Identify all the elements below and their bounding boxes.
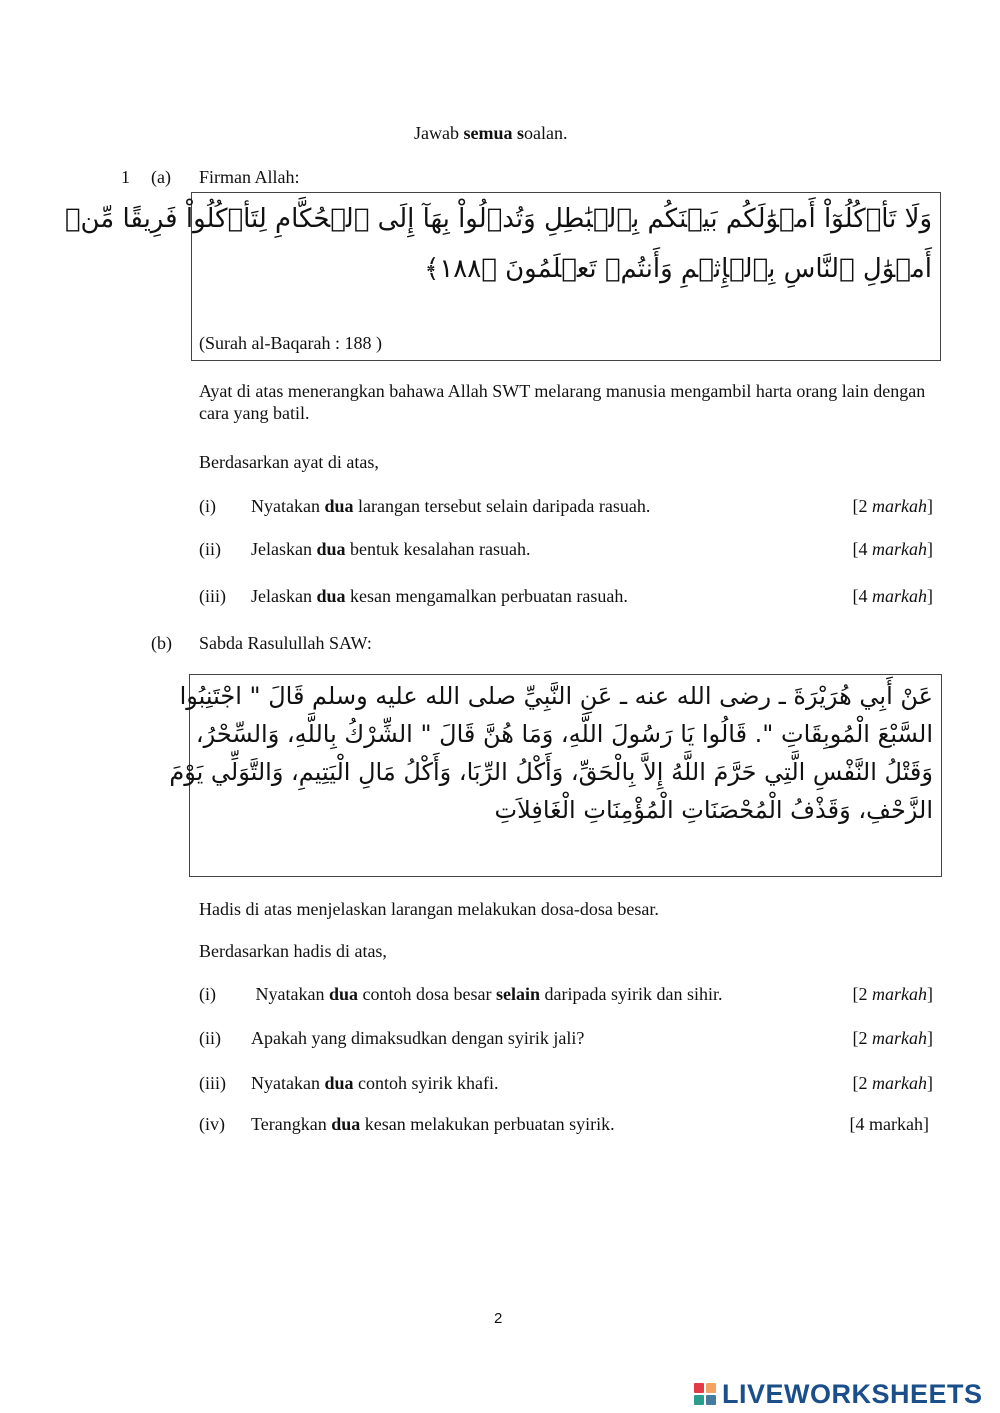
question-text: Jelaskan dua kesan mengamalkan perbuatan rasuah. xyxy=(251,586,628,606)
question-a-ii xyxy=(199,538,933,560)
question-number-label: (i) xyxy=(199,496,216,516)
question-b-iii xyxy=(199,1072,933,1094)
part-b-explanation: Hadis di atas menjelaskan larangan melakukan dosa-dosa besar. xyxy=(199,899,659,919)
page-number: 2 xyxy=(494,1310,503,1327)
question-a-iii xyxy=(199,585,933,607)
question-text: Terangkan dua kesan melakukan perbuatan syirik. xyxy=(251,1114,615,1134)
hadith-line-4: الزَّحْفِ، وَقَذْفُ الْمُحْصَنَاتِ الْمُؤْمِنَاتِ الْغَافِلاَتِ xyxy=(494,796,933,824)
part-a-explanation: Ayat di atas menerangkan bahawa Allah SWT melarang manusia mengambil harta orang lain dengan cara yang batil. xyxy=(199,381,926,423)
quran-source: (Surah al-Baqarah : 188 ) xyxy=(199,333,382,353)
marks-label: [2 markah] xyxy=(852,1073,933,1093)
quran-verse-box xyxy=(64,192,941,361)
marks-label: [2 markah] xyxy=(852,496,933,516)
question-number-label: (ii) xyxy=(199,1028,221,1048)
question-text: Nyatakan dua larangan tersebut selain daripada rasuah. xyxy=(251,496,651,516)
question-number: 1 xyxy=(121,167,130,187)
question-b-i xyxy=(199,983,933,1005)
question-b-iv xyxy=(199,1113,929,1135)
brand-name: LIVEWORKSHEETS xyxy=(722,1378,983,1409)
question-number-label: (i) xyxy=(199,984,216,1004)
hadith-line-2: السَّبْعَ الْمُوبِقَاتِ ". قَالُوا يَا رَسُولَ اللَّهِ، وَمَا هُنَّ قَالَ " الشِّرْكُ بِاللَّهِ، وَالسِّحْرُ، xyxy=(195,720,933,748)
marks-label: [2 markah] xyxy=(852,984,933,1004)
question-a-i xyxy=(199,495,933,517)
question-number-label: (iii) xyxy=(199,586,226,606)
part-a-lead: Berdasarkan ayat di atas, xyxy=(199,452,379,472)
question-text: Apakah yang dimaksudkan dengan syirik jali? xyxy=(251,1028,585,1048)
quran-verse-line-1: وَلَا تَأۡكُلُوٓاْ أَمۡوَٰلَكُم بَيۡنَكُم بِٱلۡبَٰطِلِ وَتُدۡلُواْ بِهَآ إِلَى ٱلۡحُكَّامِ لِتَأۡكُلُواْ فَرِيقًا مِّنۡ xyxy=(64,204,932,234)
hadith-line-3: وَقَتْلُ النَّفْسِ الَّتِي حَرَّمَ اللَّهُ إِلاَّ بِالْحَقِّ، وَأَكْلُ الرِّبَا، وَأَكْلُ مَالِ الْيَتِيمِ، وَالتَّوَلِّي يَوْمَ xyxy=(169,758,933,786)
instruction: Jawab semua soalan. xyxy=(414,123,568,143)
part-a-intro: Firman Allah: xyxy=(199,167,300,187)
question-text: Jelaskan dua bentuk kesalahan rasuah. xyxy=(251,539,531,559)
marks-label: [4 markah] xyxy=(852,586,933,606)
question-number-label: (iii) xyxy=(199,1073,226,1093)
question-number-label: (ii) xyxy=(199,539,221,559)
part-b-lead: Berdasarkan hadis di atas, xyxy=(199,941,387,961)
question-number-label: (iv) xyxy=(199,1114,225,1134)
marks-label: [2 markah] xyxy=(852,1028,933,1048)
question-b-ii xyxy=(199,1027,933,1049)
marks-label: [4 markah] xyxy=(852,539,933,559)
hadith-box xyxy=(169,674,942,877)
hadith-line-1: عَنْ أَبِي هُرَيْرَةَ ـ رضى الله عنه ـ عَنِ النَّبِيِّ صلى الله عليه وسلم قَالَ " اجْتَنِبُوا xyxy=(179,682,933,710)
liveworksheets-logo[interactable] xyxy=(694,1376,994,1412)
question-text: Nyatakan dua contoh dosa besar selain daripada syirik dan sihir. xyxy=(251,984,723,1004)
part-b-intro: Sabda Rasulullah SAW: xyxy=(199,633,372,653)
quran-verse-line-2: أَمۡوَٰلِ ٱلنَّاسِ بِٱلۡإِثۡمِ وَأَنتُمۡ تَعۡلَمُونَ ﴿١٨٨﴾ xyxy=(424,254,932,284)
part-a-label: (a) xyxy=(151,167,171,187)
part-b-label: (b) xyxy=(151,633,172,653)
marks-label: [4 markah] xyxy=(849,1114,929,1134)
question-text: Nyatakan dua contoh syirik khafi. xyxy=(251,1073,499,1093)
logo-squares-icon xyxy=(694,1383,716,1405)
